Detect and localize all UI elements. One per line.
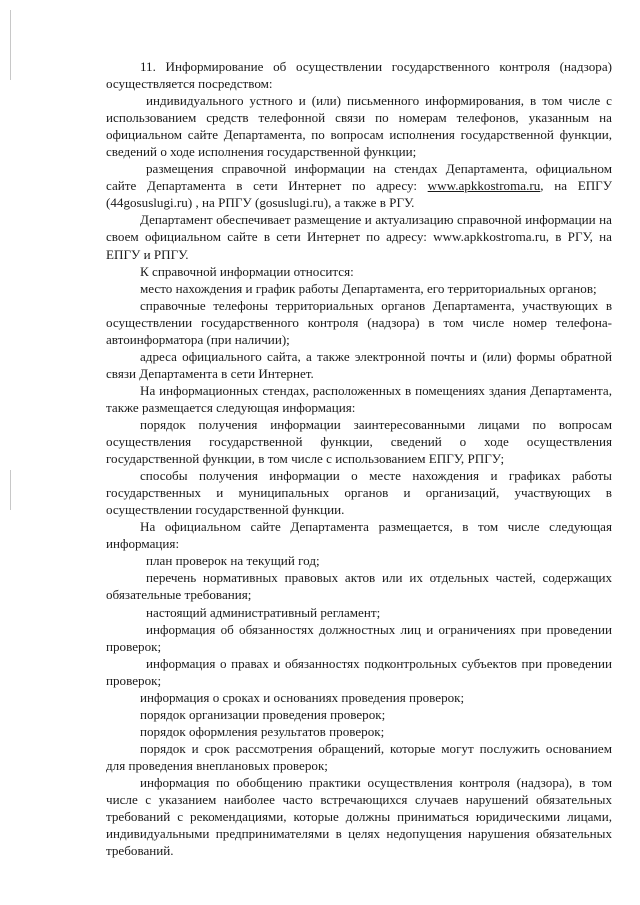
paragraph-reference-info-heading: К справочной информации относится:: [140, 263, 354, 279]
paragraph-11-intro: 11. Информирование об осуществлении государственного контроля (надзора) осуществляется посредством:: [106, 59, 612, 92]
site-link[interactable]: www.apkkostroma.ru: [427, 178, 541, 194]
paragraph-legal-acts: перечень нормативных правовых актов или их отдельных частей, содержащих обязательные требования;: [106, 570, 612, 603]
reference-placement-text-end: , на ЕПГУ (44gosuslugi.ru) , на РПГУ (gosuslugi.ru), а также в РГУ.: [106, 178, 612, 211]
paragraph-inspection-results: порядок оформления результатов проверок;: [140, 723, 385, 739]
paragraph-individual-informing: индивидуального устного и (или) письменного информирования, в том числе с использованием средств телефонной связи по номерам телефонов, указанным на официальном сайте Департамента, по вопросам исполнения государственной функции, сведений о ходе исполнения государственной функции;: [106, 93, 612, 160]
paragraph-department-ensures: Департамент обеспечивает размещение и актуализацию справочной информации на своем официальном сайте в сети Интернет по адресу: www.apkkostroma.ru, в РГУ, на ЕПГУ и РПГУ.: [106, 212, 612, 262]
paragraph-reference-placement: [106, 160, 612, 211]
scan-edge-line: [10, 470, 11, 510]
document-page: [106, 58, 612, 859]
reference-placement-text-start: размещения справочной информации на стендах Департамента, официальном сайте Департамента в сети Интернет по адресу:: [106, 161, 612, 194]
paragraph-practice-generalization: информация по обобщению практики осуществления контроля (надзора), в том числе с указанием наиболее часто встречающихся случаев нарушений обязательных требований с рекомендациями, которые должны приниматься юридическими лицами, индивидуальными предпринимателями в целях недопущения нарушения обязательных требований.: [106, 774, 612, 859]
paragraph-inspection-organization: порядок организации проведения проверок;: [140, 706, 386, 722]
paragraph-info-stands: На информационных стендах, расположенных в помещениях здания Департамента, также размещается следующая информация:: [106, 382, 612, 415]
paragraph-site-addresses: адреса официального сайта, а также электронной почты и (или) формы обратной связи Департамента в сети Интернет.: [106, 348, 612, 381]
paragraph-official-site-heading: На официальном сайте Департамента размещается, в том числе следующая информация:: [106, 519, 612, 552]
paragraph-subject-rights: информация о правах и обязанностях подконтрольных субъектов при проведении проверок;: [106, 655, 612, 688]
paragraph-info-procedure: порядок получения информации заинтересованными лицами по вопросам осуществления государственной функции, сведений о ходе осуществления государственной функции, в том числе с использованием ЕПГУ, РПГУ;: [106, 416, 612, 467]
paragraph-info-methods: способы получения информации о месте нахождения и графиках работы государственных и муниципальных органов и организаций, участвующих в осуществлении государственной функции.: [106, 468, 612, 518]
scan-edge-line: [10, 10, 11, 80]
paragraph-admin-regulation: настоящий административный регламент;: [146, 604, 381, 620]
paragraph-reference-phones: справочные телефоны территориальных органов Департамента, участвующих в осуществлении государственного контроля (надзора) в том числе номер телефона-автоинформатора (при наличии);: [106, 297, 612, 347]
paragraph-inspection-plan: план проверок на текущий год;: [146, 553, 320, 569]
paragraph-appeals-procedure: порядок и срок рассмотрения обращений, которые могут послужить основанием для проведения внеплановых проверок;: [106, 740, 612, 773]
paragraph-officials-duties: информация об обязанностях должностных лиц и ограничениях при проведении проверок;: [106, 621, 612, 654]
paragraph-location-schedule: место нахождения и график работы Департамента, его территориальных органов;: [140, 280, 597, 296]
paragraph-inspection-terms: информация о сроках и основаниях проведения проверок;: [140, 689, 465, 705]
